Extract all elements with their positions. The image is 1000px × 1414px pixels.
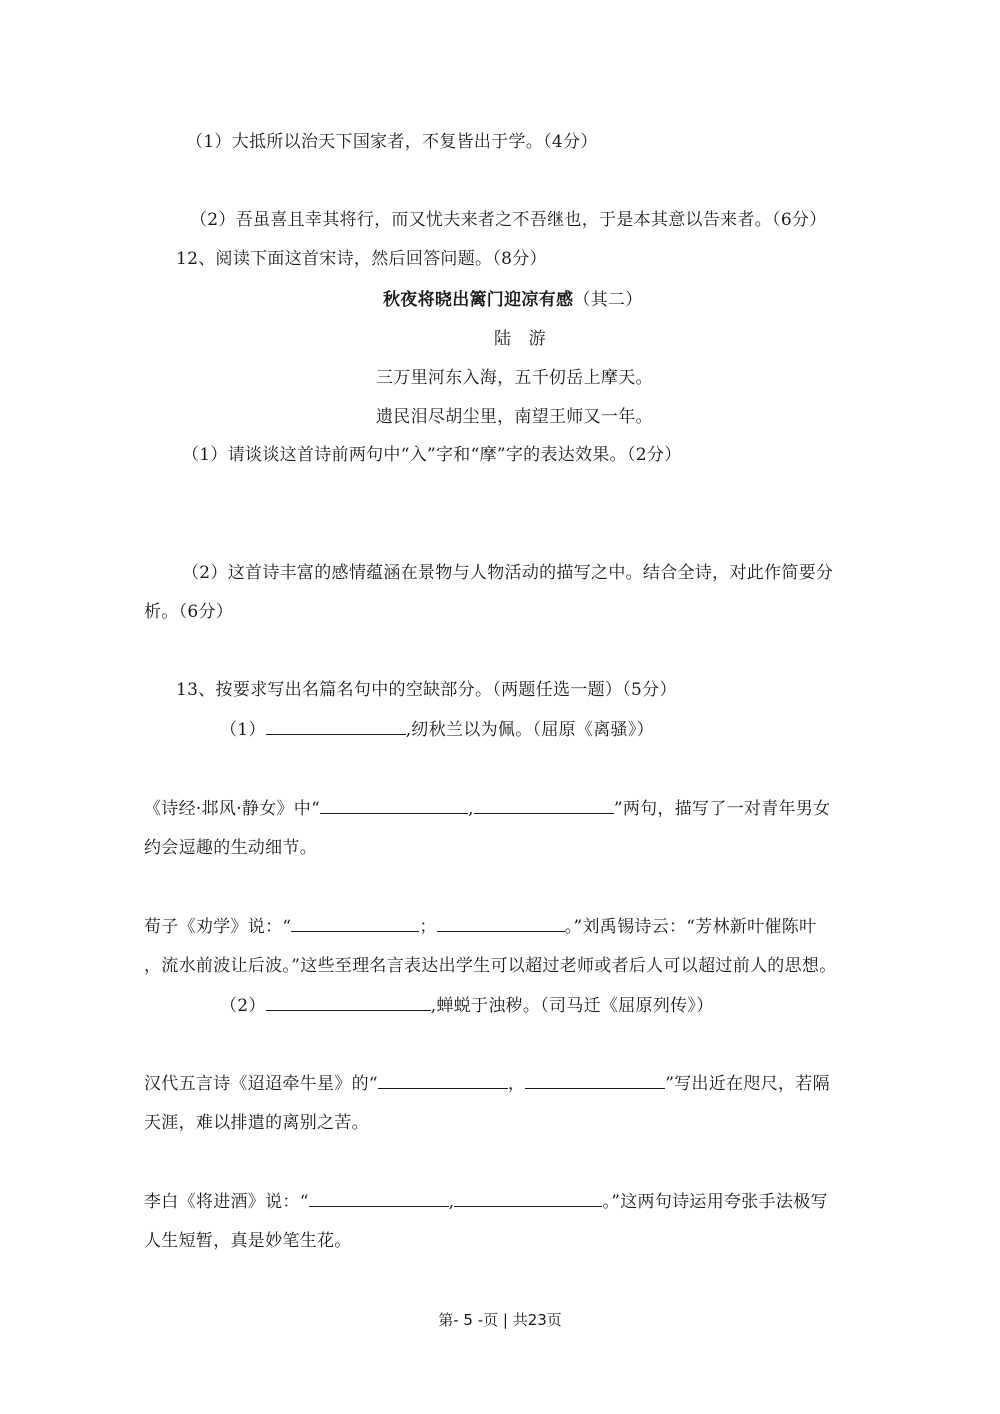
handai-line2: 天涯，难以排遣的离别之苦。 — [144, 1113, 369, 1133]
separator: , — [448, 1192, 455, 1212]
q12-question-2-line2: 析。（6分） — [144, 602, 234, 622]
poem-title-sub: （其二） — [573, 290, 643, 310]
poem-line-1: 三万里河东入海，五千仞岳上摩天。 — [376, 368, 653, 388]
xunzi-line2: ，流水前波让后波。”这些至理名言表达出学生可以超过老师或者后人可以超过前人的思想。 — [144, 956, 837, 976]
part-number: （1） — [220, 720, 266, 740]
poem-line-2: 遗民泪尽胡尘里，南望王师又一年。 — [376, 407, 653, 427]
shijing-line2: 约会逗趣的生动细节。 — [144, 838, 317, 858]
poem-author: 陆 游 — [494, 329, 546, 349]
fill-blank[interactable] — [525, 1072, 665, 1089]
fill-blank[interactable] — [454, 1190, 602, 1207]
part-number: （2） — [220, 996, 266, 1016]
fill-blank[interactable] — [309, 1190, 449, 1207]
handai-line1 — [144, 1072, 830, 1096]
libai-line2: 人生短暂，真是妙笔生花。 — [144, 1231, 352, 1251]
q12-header: 12、阅读下面这首宋诗，然后回答问题。（8分） — [176, 249, 547, 269]
line-text: 。”这两句诗运用夸张手法极写 — [602, 1192, 828, 1212]
line-text: 李白《将进酒》说：“ — [144, 1192, 309, 1212]
fill-blank[interactable] — [266, 994, 431, 1011]
q11-translation-1: （1）大抵所以治天下国家者，不复皆出于学。（4分） — [186, 132, 598, 152]
fill-blank[interactable] — [320, 797, 468, 814]
line-text: ,蝉蜕于浊秽。（司马迁《屈原列传》） — [430, 996, 714, 1016]
fill-blank[interactable] — [378, 1072, 508, 1089]
line-text: ”写出近在咫尺，若隔 — [665, 1074, 830, 1094]
line-text: 《诗经·邶风·静女》中“ — [144, 799, 321, 819]
q13-part1-line — [220, 718, 654, 742]
fill-blank[interactable] — [266, 718, 406, 735]
fill-blank[interactable] — [291, 915, 419, 932]
q12-question-2-line1: （2）这首诗丰富的感情蕴涵在景物与人物活动的描写之中。结合全诗，对此作简要分 — [182, 563, 834, 583]
q12-question-1: （1）请谈谈这首诗前两句中“入”字和“摩”字的表达效果。（2分） — [182, 445, 682, 465]
separator: ， — [507, 1074, 526, 1094]
line-text: 荀子《劝学》说：“ — [144, 917, 292, 937]
line-text: ”两句，描写了一对青年男女 — [613, 799, 831, 819]
shijing-line1 — [144, 797, 830, 821]
poem-title — [383, 288, 643, 312]
line-text: ,纫秋兰以为佩。（屈原《离骚》） — [405, 720, 654, 740]
fill-blank[interactable] — [474, 797, 614, 814]
fill-blank[interactable] — [437, 915, 565, 932]
q13-part2-line — [220, 994, 714, 1018]
line-text: 。”刘禹锡诗云：“芳林新叶催陈叶 — [564, 917, 817, 937]
xunzi-line1 — [144, 915, 816, 939]
libai-line1 — [144, 1190, 828, 1214]
separator: , — [468, 799, 474, 819]
q11-translation-2: （2）吾虽喜且幸其将行，而又忧夫来者之不吾继也，于是本其意以告来者。（6分） — [190, 210, 827, 230]
separator: ； — [419, 917, 437, 937]
q13-header: 13、按要求写出名篇名句中的空缺部分。（两题任选一题）（5分） — [176, 680, 677, 700]
poem-title-main: 秋夜将晓出篱门迎凉有感 — [383, 290, 574, 310]
page-footer: 第- 5 -页 | 共23页 — [438, 1311, 562, 1329]
line-text: 汉代五言诗《迢迢牵牛星》的“ — [144, 1074, 378, 1094]
